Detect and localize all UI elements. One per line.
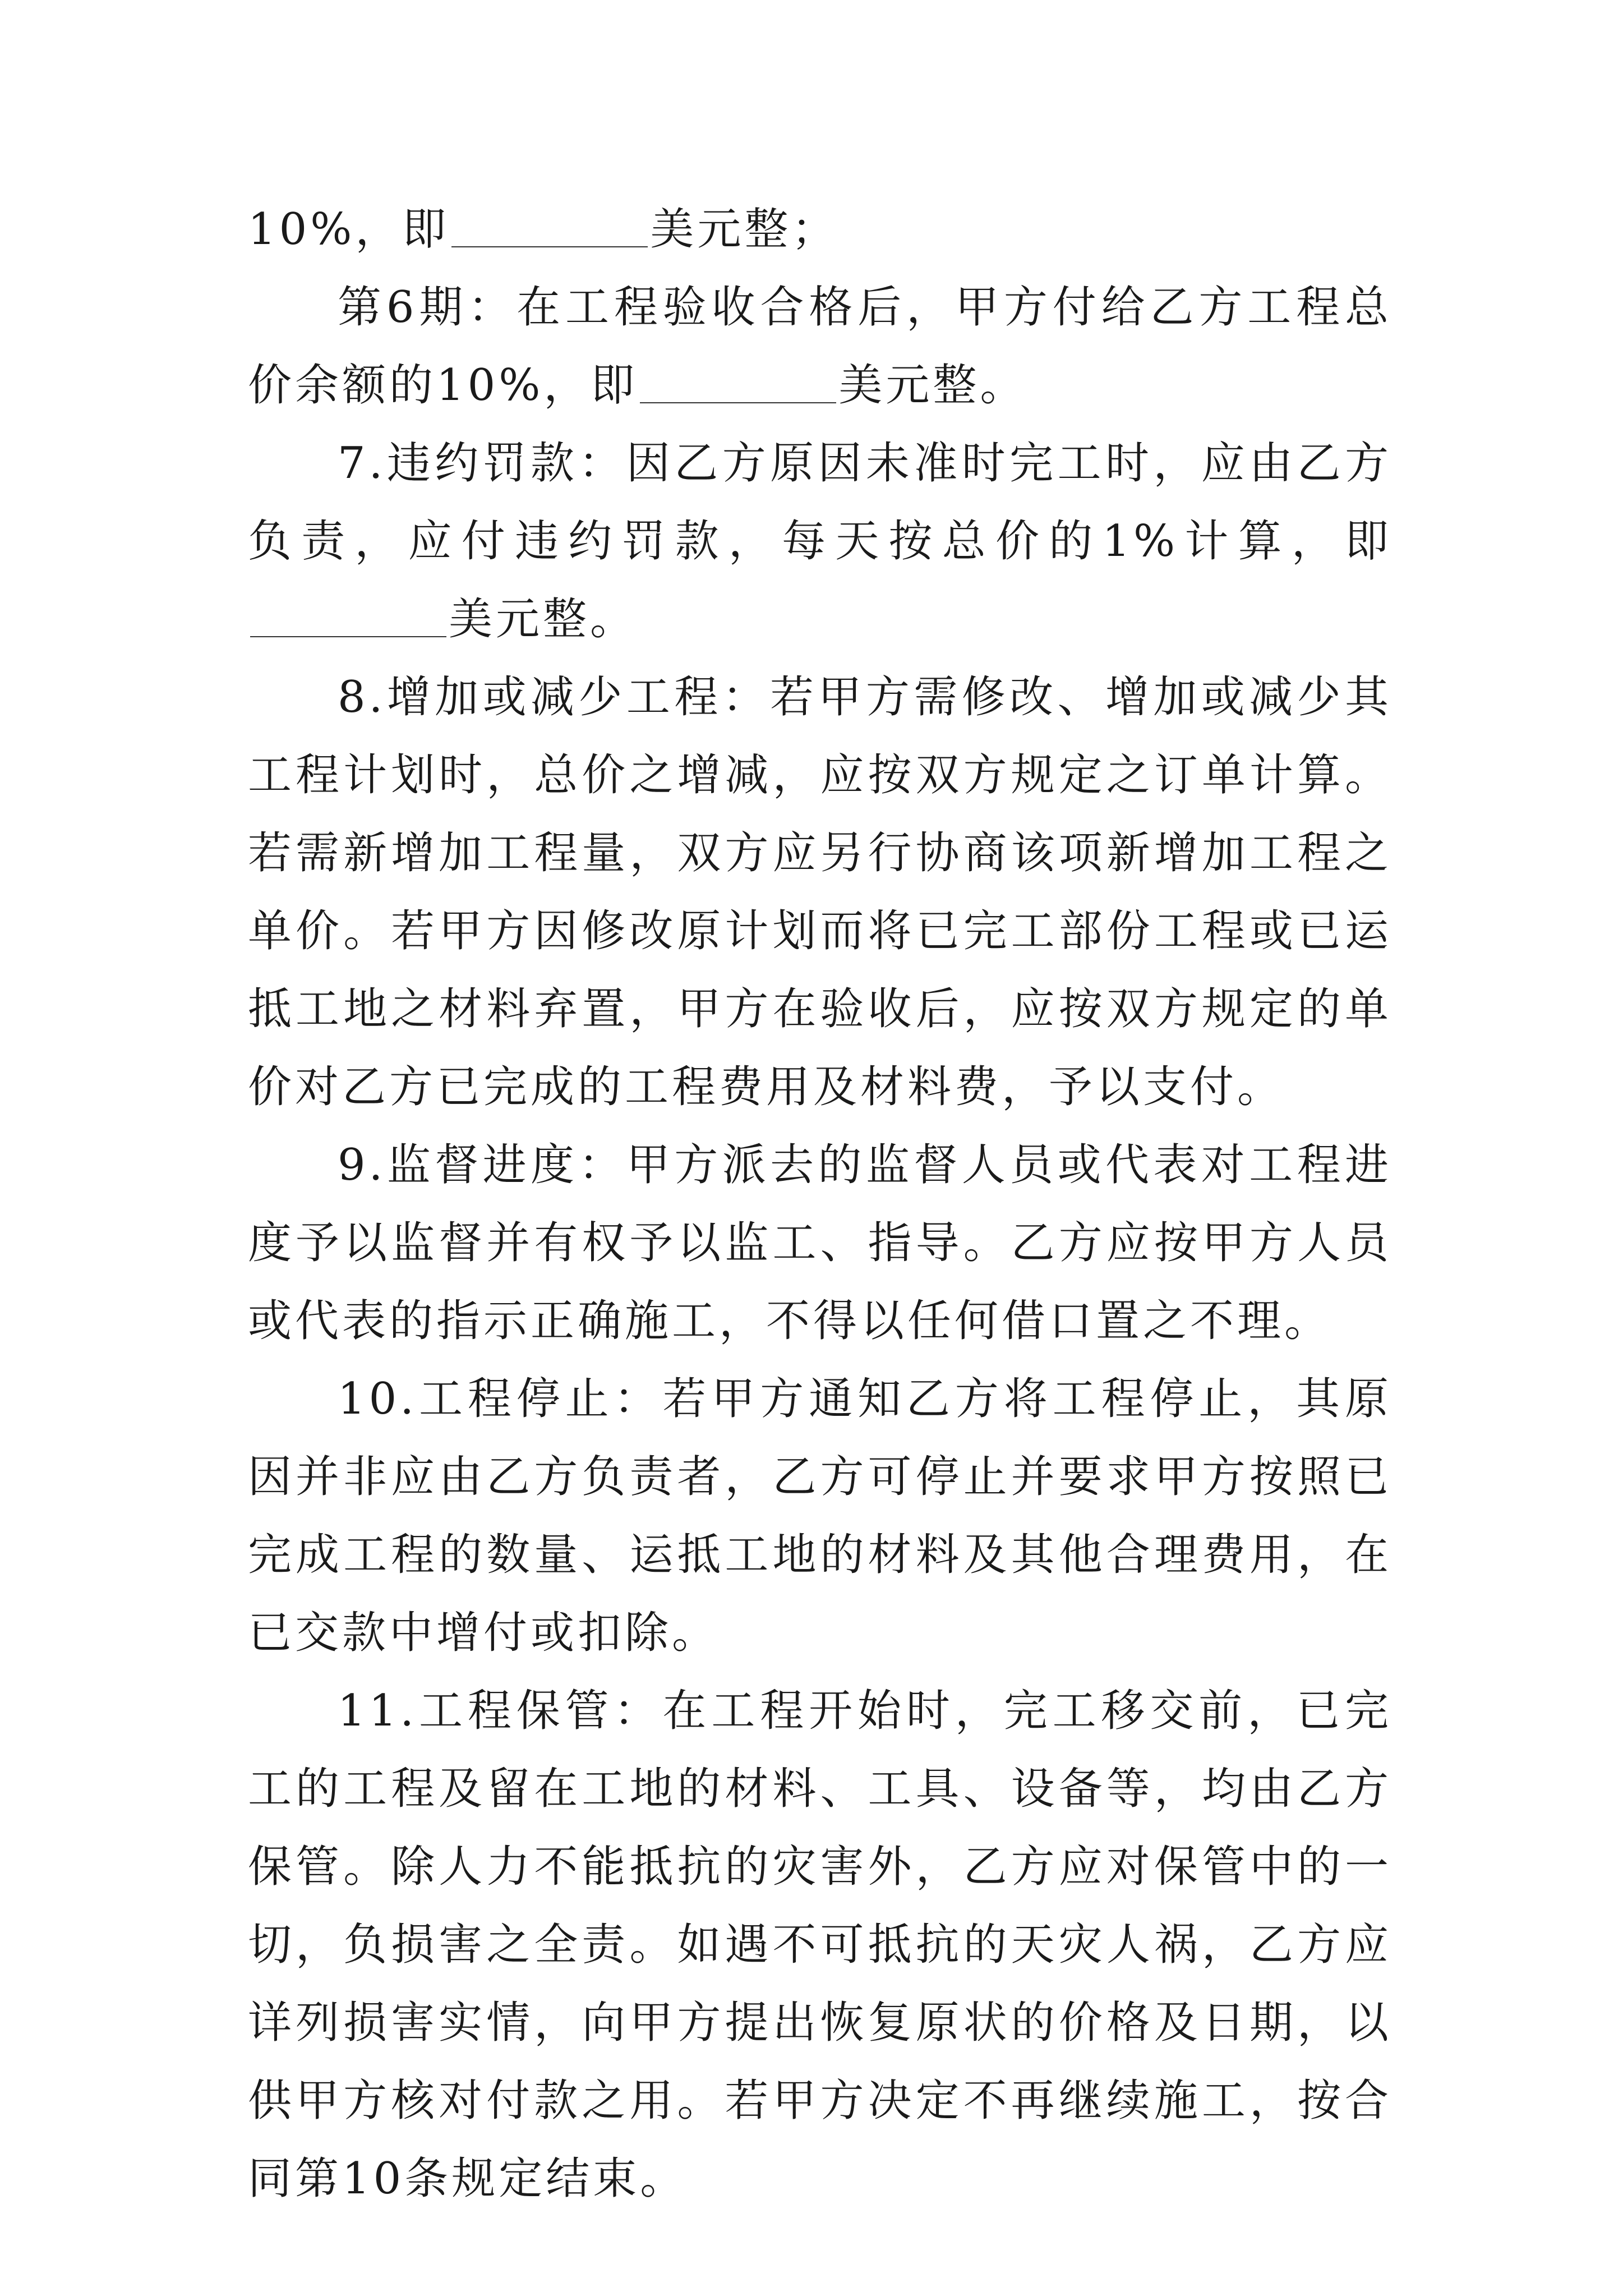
amount-blank — [250, 597, 446, 637]
paragraph-change-works: 8.增加或减少工程：若甲方需修改、增加或减少其工程计划时，总价之增减，应按双方规定之订单计算。若需新增加工程量，双方应另行协商该项新增加工程之单价。若甲方因修改原计划而将已完工部份工程或已运抵工地之材料弃置，甲方在验收后，应按双方规定的单价对乙方已完成的工程费用及材料费，予以支付。 — [248, 672, 1392, 1112]
paragraph-penalty — [248, 425, 1392, 659]
paragraph-payment-6 — [248, 269, 1392, 425]
amount-blank — [451, 207, 648, 247]
paragraph-text: 美元整。 — [838, 360, 1027, 411]
document-body — [248, 191, 1392, 2218]
paragraph-payment-5-cont — [248, 191, 1392, 269]
paragraph-text: 7.违约罚款：因乙方原因未准时完工时，应由乙方负责，应付违约罚款，每天按总价的1%计算，即 — [248, 438, 1392, 567]
amount-blank — [640, 363, 836, 403]
paragraph-text: 10%，即 — [248, 204, 450, 255]
paragraph-text: 美元整； — [650, 204, 839, 255]
paragraph-custody: 11.工程保管：在工程开始时，完工移交前，已完工的工程及留在工地的材料、工具、设备等，均由乙方保管。除人力不能抵抗的灾害外，乙方应对保管中的一切，负损害之全责。如遇不可抵抗的天灾人祸，乙方应详列损害实情，向甲方提出恢复原状的价格及日期，以供甲方核对付款之用。若甲方决定不再继续施工，按合同第10条规定结束。 — [248, 1686, 1392, 2204]
paragraph-text: 美元整。 — [449, 594, 638, 645]
paragraph-text: 第6期：在工程验收合格后，甲方付给乙方工程总价余额的10%，即 — [248, 282, 1392, 411]
paragraph-supervision: 9.监督进度：甲方派去的监督人员或代表对工程进度予以监督并有权予以监工、指导。乙方应按甲方人员或代表的指示正确施工，不得以任何借口置之不理。 — [248, 1140, 1392, 1346]
paragraph-suspension: 10.工程停止：若甲方通知乙方将工程停止，其原因并非应由乙方负责者，乙方可停止并要求甲方按照已完成工程的数量、运抵工地的材料及其他合理费用，在已交款中增付或扣除。 — [248, 1374, 1392, 1658]
